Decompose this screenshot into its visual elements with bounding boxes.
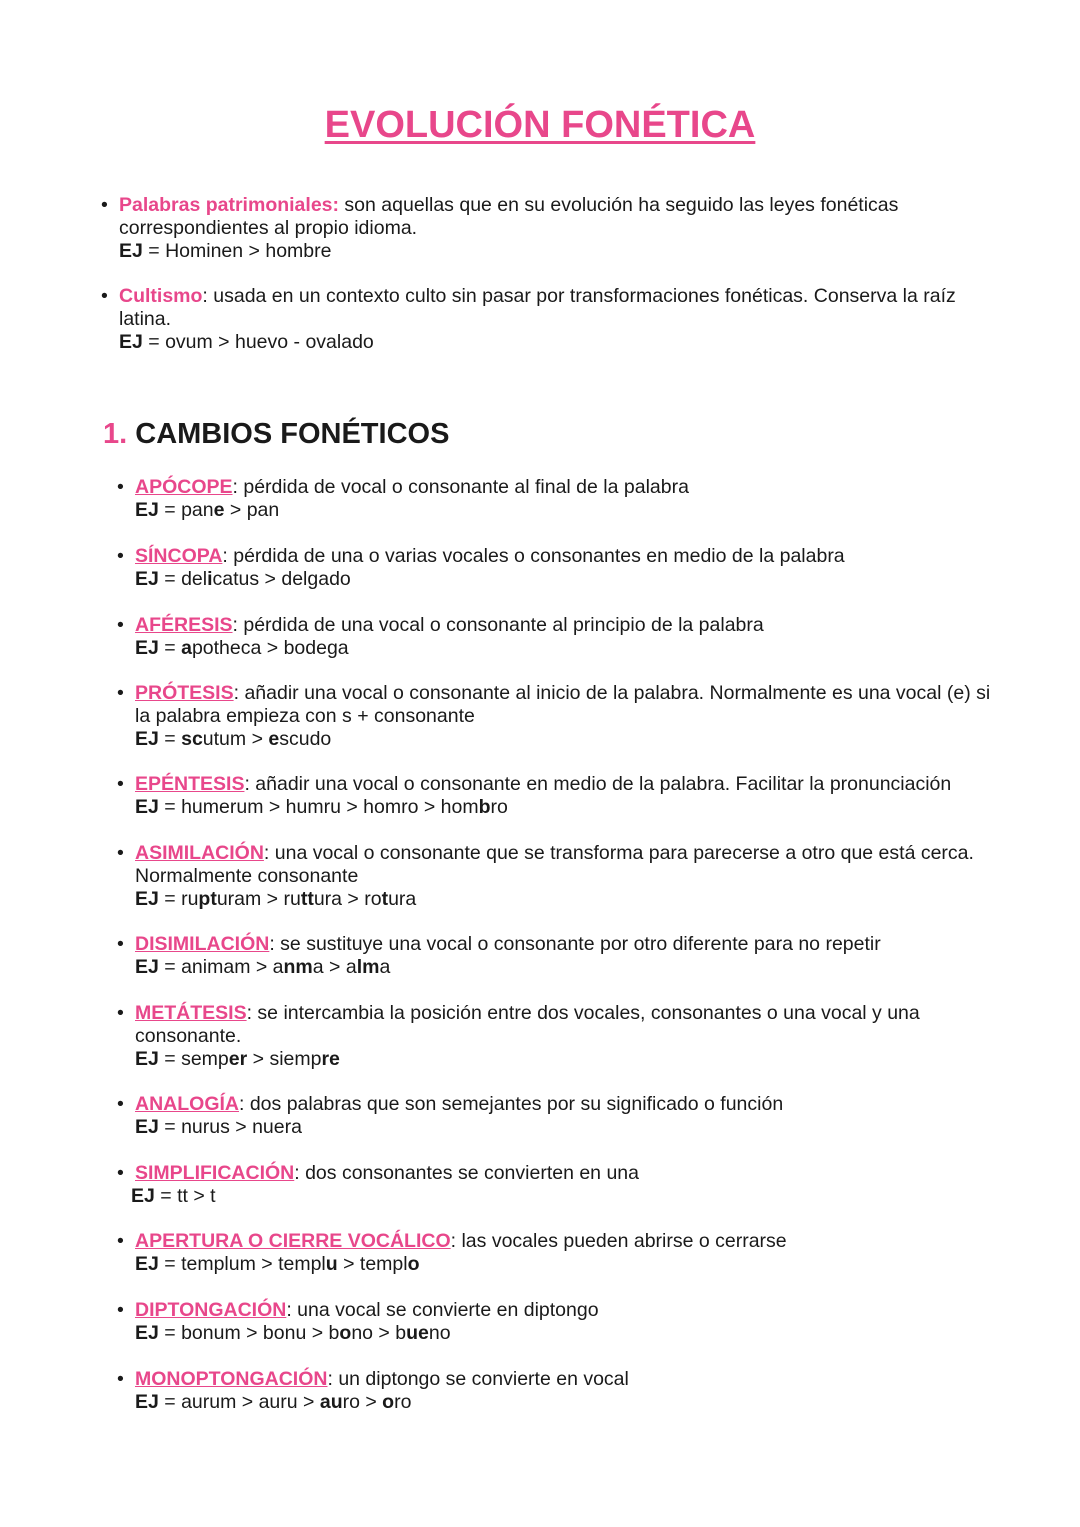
bullet: • xyxy=(117,933,124,955)
example-label: EJ xyxy=(135,637,159,659)
section-number: 1. xyxy=(103,418,128,450)
intro-item-cultismo xyxy=(101,285,981,354)
example-label: EJ xyxy=(135,956,159,978)
bullet: • xyxy=(117,842,124,864)
bullet: • xyxy=(117,1162,124,1184)
change-term: ASIMILACIÓN xyxy=(135,842,264,864)
change-term: APÓCOPE xyxy=(135,476,233,498)
example-line xyxy=(135,1116,997,1139)
example-line xyxy=(135,499,997,522)
example-text: = pan xyxy=(158,499,214,521)
intro-term: Cultismo xyxy=(119,285,203,307)
change-definition: : se sustituye una vocal o consonante por otro diferente para no repetir xyxy=(269,933,881,955)
change-item xyxy=(117,1162,997,1208)
bullet: • xyxy=(117,682,124,704)
example-label: EJ xyxy=(119,331,143,353)
example-line xyxy=(135,1322,997,1345)
example-text: scudo xyxy=(279,728,332,750)
example-text: > pan xyxy=(224,499,280,521)
bullet: • xyxy=(117,1368,124,1390)
example-highlight: lm xyxy=(356,956,380,978)
example-highlight: au xyxy=(319,1391,343,1413)
change-item xyxy=(117,842,997,911)
example-text: = xyxy=(158,637,182,659)
change-term: METÁTESIS xyxy=(135,1002,247,1024)
example-text: uram > ru xyxy=(216,888,301,910)
change-term: DIPTONGACIÓN xyxy=(135,1299,287,1321)
example-text: no > b xyxy=(351,1322,407,1344)
example-text: = aurum > auru > xyxy=(158,1391,320,1413)
example-line xyxy=(135,728,997,751)
example-text: ura xyxy=(388,888,417,910)
change-definition: : dos palabras que son semejantes por su significado o función xyxy=(239,1093,784,1115)
example-text: potheca > bodega xyxy=(191,637,349,659)
example-highlight: tt xyxy=(300,888,314,910)
change-definition: : dos consonantes se convierten en una xyxy=(294,1162,639,1184)
example-text: a > a xyxy=(312,956,357,978)
example-text: ro xyxy=(490,796,508,818)
intro-text: son aquellas que en su evolución ha seguido las leyes fonéticas correspondientes al propio idioma. xyxy=(119,194,899,239)
example-label: EJ xyxy=(119,240,143,262)
change-definition: : pérdida de una o varias vocales o consonantes en medio de la palabra xyxy=(222,545,845,567)
bullet: • xyxy=(117,1002,124,1024)
change-term: SÍNCOPA xyxy=(135,545,223,567)
example-text: > templ xyxy=(337,1253,408,1275)
example-label: EJ xyxy=(135,1322,159,1344)
change-term: PRÓTESIS xyxy=(135,682,234,704)
intro-item-patrimoniales xyxy=(101,194,981,263)
example-text: = semp xyxy=(158,1048,229,1070)
change-definition: : una vocal o consonante que se transforma para parecerse a otro que está cerca. Normalmente consonante xyxy=(135,842,974,887)
example-highlight: o xyxy=(407,1253,420,1275)
example-highlight: u xyxy=(325,1253,338,1275)
change-item xyxy=(117,545,997,591)
bullet: • xyxy=(101,194,108,216)
example-label: EJ xyxy=(135,1391,159,1413)
example-highlight: sc xyxy=(181,728,203,750)
example-text: utum > xyxy=(202,728,269,750)
example-line xyxy=(135,956,997,979)
change-definition: : una vocal se convierte en diptongo xyxy=(286,1299,599,1321)
example-highlight: o xyxy=(382,1391,395,1413)
example-line xyxy=(119,331,981,354)
example-highlight: nm xyxy=(283,956,313,978)
example-highlight: e xyxy=(213,499,225,521)
change-item xyxy=(117,773,997,819)
example-line xyxy=(135,888,997,911)
change-definition: : añadir una vocal o consonante en medio de la palabra. Facilitar la pronunciación xyxy=(244,773,952,795)
change-term: EPÉNTESIS xyxy=(135,773,245,795)
example-label: EJ xyxy=(135,1048,159,1070)
example-line xyxy=(119,240,981,263)
bullet: • xyxy=(117,1299,124,1321)
change-term: AFÉRESIS xyxy=(135,614,233,636)
change-definition: : pérdida de una vocal o consonante al principio de la palabra xyxy=(232,614,764,636)
change-item xyxy=(117,1368,997,1414)
example-text: = xyxy=(158,728,182,750)
example-label: EJ xyxy=(135,888,159,910)
example-text: ro > xyxy=(342,1391,383,1413)
example-highlight: i xyxy=(207,568,213,590)
example-text: > siemp xyxy=(247,1048,322,1070)
change-item xyxy=(117,1002,997,1071)
intro-text: : usada en un contexto culto sin pasar por transformaciones fonéticas. Conserva la raíz latina. xyxy=(119,285,956,330)
change-item xyxy=(117,933,997,979)
example-text: catus > delgado xyxy=(212,568,351,590)
example-label: EJ xyxy=(135,728,159,750)
bullet: • xyxy=(101,285,108,307)
example-highlight: e xyxy=(268,728,280,750)
example-highlight: b xyxy=(478,796,491,818)
example-text: = nurus > nuera xyxy=(158,1116,302,1138)
example-label: EJ xyxy=(135,1116,159,1138)
example-text: no xyxy=(428,1322,451,1344)
example-line xyxy=(135,1391,997,1414)
change-definition: : pérdida de vocal o consonante al final de la palabra xyxy=(232,476,689,498)
example-line xyxy=(135,796,997,819)
page-title: EVOLUCIÓN FONÉTICA xyxy=(324,104,756,146)
example-text: = Hominen > hombre xyxy=(142,240,332,262)
change-definition: : se intercambia la posición entre dos vocales, consonantes o una vocal y una consonante. xyxy=(135,1002,920,1047)
change-term: APERTURA O CIERRE VOCÁLICO xyxy=(135,1230,451,1252)
example-text: = ovum > huevo - ovalado xyxy=(142,331,374,353)
change-item xyxy=(117,1093,997,1139)
change-item xyxy=(117,682,997,751)
example-line xyxy=(135,1253,997,1276)
change-term: SIMPLIFICACIÓN xyxy=(135,1162,295,1184)
change-term: DISIMILACIÓN xyxy=(135,933,270,955)
bullet: • xyxy=(117,773,124,795)
example-line xyxy=(135,1048,997,1071)
example-text: = animam > a xyxy=(158,956,284,978)
example-label: EJ xyxy=(131,1185,155,1207)
example-text: = ru xyxy=(158,888,199,910)
example-text: = bonum > bonu > b xyxy=(158,1322,340,1344)
example-line xyxy=(135,637,997,660)
intro-term: Palabras patrimoniales: xyxy=(119,194,340,216)
example-text: = humerum > humru > homro > hom xyxy=(158,796,479,818)
example-highlight: re xyxy=(321,1048,340,1070)
bullet: • xyxy=(117,614,124,636)
change-item xyxy=(117,476,997,522)
example-line xyxy=(131,1185,997,1208)
bullet: • xyxy=(117,1093,124,1115)
example-text: ura > ro xyxy=(313,888,382,910)
example-text: a xyxy=(379,956,391,978)
example-highlight: er xyxy=(228,1048,248,1070)
example-highlight: a xyxy=(181,637,192,659)
example-text: ro xyxy=(394,1391,412,1413)
example-highlight: pt xyxy=(198,888,217,910)
example-label: EJ xyxy=(135,796,159,818)
change-item xyxy=(117,1299,997,1345)
change-item xyxy=(117,1230,997,1276)
change-definition: : un diptongo se convierte en vocal xyxy=(327,1368,629,1390)
bullet: • xyxy=(117,476,124,498)
example-label: EJ xyxy=(135,1253,159,1275)
bullet: • xyxy=(117,1230,124,1252)
example-highlight: t xyxy=(381,888,389,910)
change-term: ANALOGÍA xyxy=(135,1093,239,1115)
example-label: EJ xyxy=(135,499,159,521)
example-line xyxy=(135,568,997,591)
change-definition: : las vocales pueden abrirse o cerrarse xyxy=(450,1230,787,1252)
example-highlight: o xyxy=(339,1322,352,1344)
example-text: = del xyxy=(158,568,208,590)
section-title xyxy=(103,418,449,451)
example-text: = tt > t xyxy=(154,1185,216,1207)
example-label: EJ xyxy=(135,568,159,590)
example-highlight: ue xyxy=(406,1322,429,1344)
change-item xyxy=(117,614,997,660)
example-text: = templum > templ xyxy=(158,1253,326,1275)
section-title-text: CAMBIOS FONÉTICOS xyxy=(127,418,450,450)
change-term: MONOPTONGACIÓN xyxy=(135,1368,328,1390)
change-definition: : añadir una vocal o consonante al inicio de la palabra. Normalmente es una vocal (e) si la palabra empieza con s + consonante xyxy=(135,682,991,727)
bullet: • xyxy=(117,545,124,567)
